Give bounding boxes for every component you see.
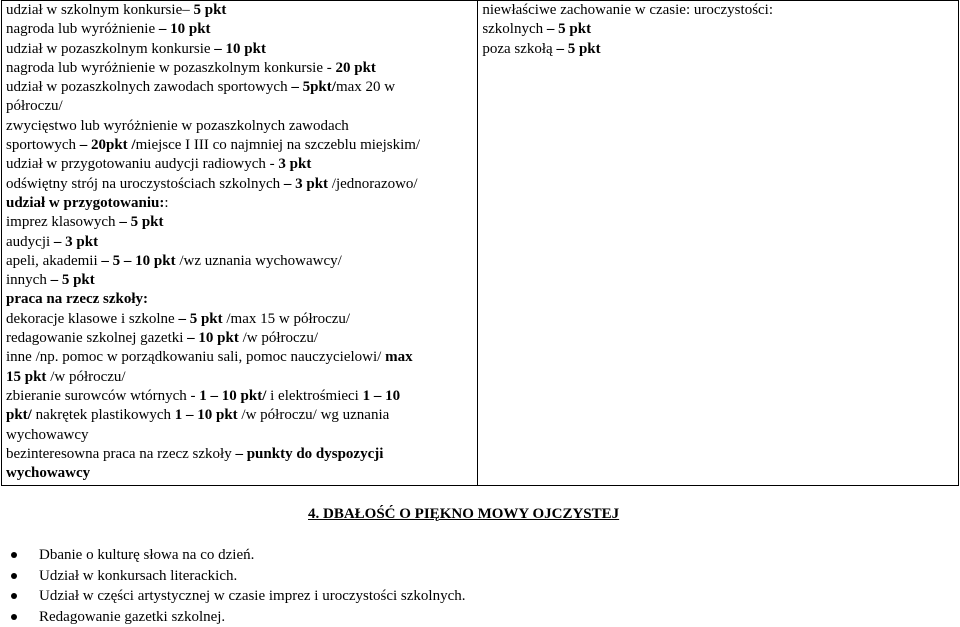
- text-run: – 5 pkt: [546, 21, 592, 38]
- list-item: [0, 566, 466, 587]
- right-line: [482, 40, 954, 59]
- text-run: wychowawcy: [6, 465, 91, 482]
- left-line: [6, 155, 473, 174]
- left-line: [6, 387, 473, 406]
- text-run: 3 pkt: [278, 156, 312, 173]
- left-line: [6, 175, 473, 194]
- text-run: innych: [6, 272, 51, 289]
- text-run: bezinteresowna praca na rzecz szkoły: [6, 445, 236, 462]
- text-run: /wz uznania wychowawcy/: [175, 252, 342, 269]
- text-run: sportowych: [6, 137, 80, 154]
- left-line: [6, 97, 473, 116]
- list-item: [0, 607, 466, 627]
- text-run: udział w szkolnym konkursie–: [6, 2, 194, 18]
- text-run: – punkty do dyspozycji: [235, 445, 384, 462]
- right-line: [482, 1, 954, 20]
- bullet-icon: [11, 593, 17, 599]
- text-run: zbieranie surowców wtórnych -: [6, 387, 200, 404]
- left-line: [6, 464, 473, 483]
- text-run: – 5 pkt: [556, 40, 601, 57]
- text-run: – 10 pkt: [158, 21, 211, 38]
- text-run: szkolnych: [482, 21, 547, 38]
- text-run: /w półroczu/: [46, 368, 126, 385]
- text-run: udział w przygotowaniu audycji radiowych -: [6, 156, 279, 173]
- left-line: [6, 1, 473, 20]
- text-run: audycji: [6, 233, 54, 250]
- negative-points-cell: [478, 1, 959, 486]
- text-run: zwycięstwo lub wyróżnienie w pozaszkolnych zawodach: [6, 117, 349, 134]
- bullet-icon: [11, 552, 17, 558]
- left-line: [6, 78, 473, 97]
- text-run: nagroda lub wyróżnienie w pozaszkolnym konkursie -: [6, 59, 336, 76]
- text-run: 1 – 10 pkt/: [199, 387, 267, 404]
- text-run: max: [385, 349, 413, 366]
- positive-points-cell: [2, 1, 478, 486]
- left-line: [6, 368, 473, 387]
- bullet-list: [0, 545, 466, 627]
- text-run: – 5pkt/: [291, 79, 336, 96]
- text-run: /jednorazowo/: [328, 175, 418, 192]
- text-run: 20 pkt: [335, 59, 376, 76]
- text-run: pkt/: [6, 407, 32, 424]
- left-line: [6, 445, 473, 464]
- text-run: udział w pozaszkolnych zawodach sportowych: [6, 79, 292, 96]
- text-run: udział w przygotowaniu:: [6, 194, 165, 211]
- left-line: [6, 20, 473, 39]
- points-table: [1, 0, 959, 486]
- list-item-text: Dbanie o kulturę słowa na co dzień.: [39, 547, 255, 563]
- left-line: [6, 40, 473, 59]
- text-run: dekoracje klasowe i szkolne: [6, 310, 179, 327]
- text-run: /w półroczu/ wg uznania: [237, 407, 390, 424]
- text-run: półroczu/: [6, 98, 63, 115]
- left-line: [6, 348, 473, 367]
- text-run: nagroda lub wyróżnienie: [6, 21, 159, 38]
- text-run: i elektrośmieci: [266, 387, 363, 404]
- left-line: [6, 213, 473, 232]
- list-item: [0, 586, 466, 607]
- text-run: odświętny strój na uroczystościach szkolnych: [6, 175, 284, 192]
- left-line: [6, 252, 473, 271]
- right-line: [482, 20, 954, 39]
- text-run: 15 pkt: [6, 368, 47, 385]
- text-run: inne /np. pomoc w porządkowaniu sali, pomoc nauczycielowi/: [6, 349, 386, 366]
- left-line: [6, 406, 473, 425]
- left-line: [6, 59, 473, 78]
- text-run: – 5 pkt: [50, 272, 95, 289]
- text-run: redagowanie szkolnej gazetki: [6, 330, 188, 347]
- text-run: 1 – 10: [362, 387, 401, 404]
- text-run: – 10 pkt: [214, 40, 266, 57]
- text-run: miejsce I III co najmniej na szczeblu miejskim/: [135, 137, 421, 154]
- text-run: nakrętek plastikowych: [31, 407, 175, 424]
- text-run: – 5 pkt: [119, 214, 164, 231]
- text-run: – 3 pkt: [283, 175, 329, 192]
- text-run: – 5 – 10 pkt: [101, 252, 176, 269]
- text-run: 5 pkt: [193, 2, 227, 18]
- section-title: 4. DBAŁOŚĆ O PIĘKNO MOWY OJCZYSTEJ: [308, 506, 620, 522]
- left-line: [6, 271, 473, 290]
- text-run: niewłaściwe zachowanie w czasie: uroczystości:: [482, 2, 774, 18]
- text-run: udział w pozaszkolnym konkursie: [6, 40, 215, 57]
- text-run: apeli, akademii: [6, 252, 102, 269]
- text-run: wychowawcy: [6, 426, 89, 443]
- text-run: praca na rzecz szkoły:: [6, 291, 149, 308]
- text-run: /max 15 w półroczu/: [222, 310, 351, 327]
- text-run: – 3 pkt: [53, 233, 99, 250]
- text-run: :: [164, 194, 169, 211]
- left-line: [6, 426, 473, 445]
- left-line: [6, 290, 473, 309]
- left-line: [6, 233, 473, 252]
- text-run: 1 – 10 pkt: [174, 407, 238, 424]
- list-item-text: Redagowanie gazetki szkolnej.: [39, 608, 226, 625]
- left-line: [6, 136, 473, 155]
- text-run: – 5 pkt: [178, 310, 223, 327]
- left-line: [6, 194, 473, 213]
- bullet-icon: [11, 573, 17, 579]
- text-run: imprez klasowych: [6, 214, 120, 231]
- bullet-icon: [11, 614, 17, 620]
- left-line: [6, 117, 473, 136]
- text-run: – 20pkt /: [79, 137, 136, 154]
- table-row: [2, 1, 959, 486]
- list-item: [0, 545, 466, 566]
- text-run: poza szkołą: [482, 40, 557, 57]
- text-run: /w półroczu/: [238, 330, 319, 347]
- left-line: [6, 310, 473, 329]
- text-run: – 10 pkt: [187, 330, 239, 347]
- list-item-text: Udział w konkursach literackich.: [39, 567, 238, 584]
- list-item-text: Udział w części artystycznej w czasie imprez i uroczystości szkolnych.: [39, 588, 466, 604]
- left-line: [6, 329, 473, 348]
- text-run: max 20 w: [335, 79, 396, 96]
